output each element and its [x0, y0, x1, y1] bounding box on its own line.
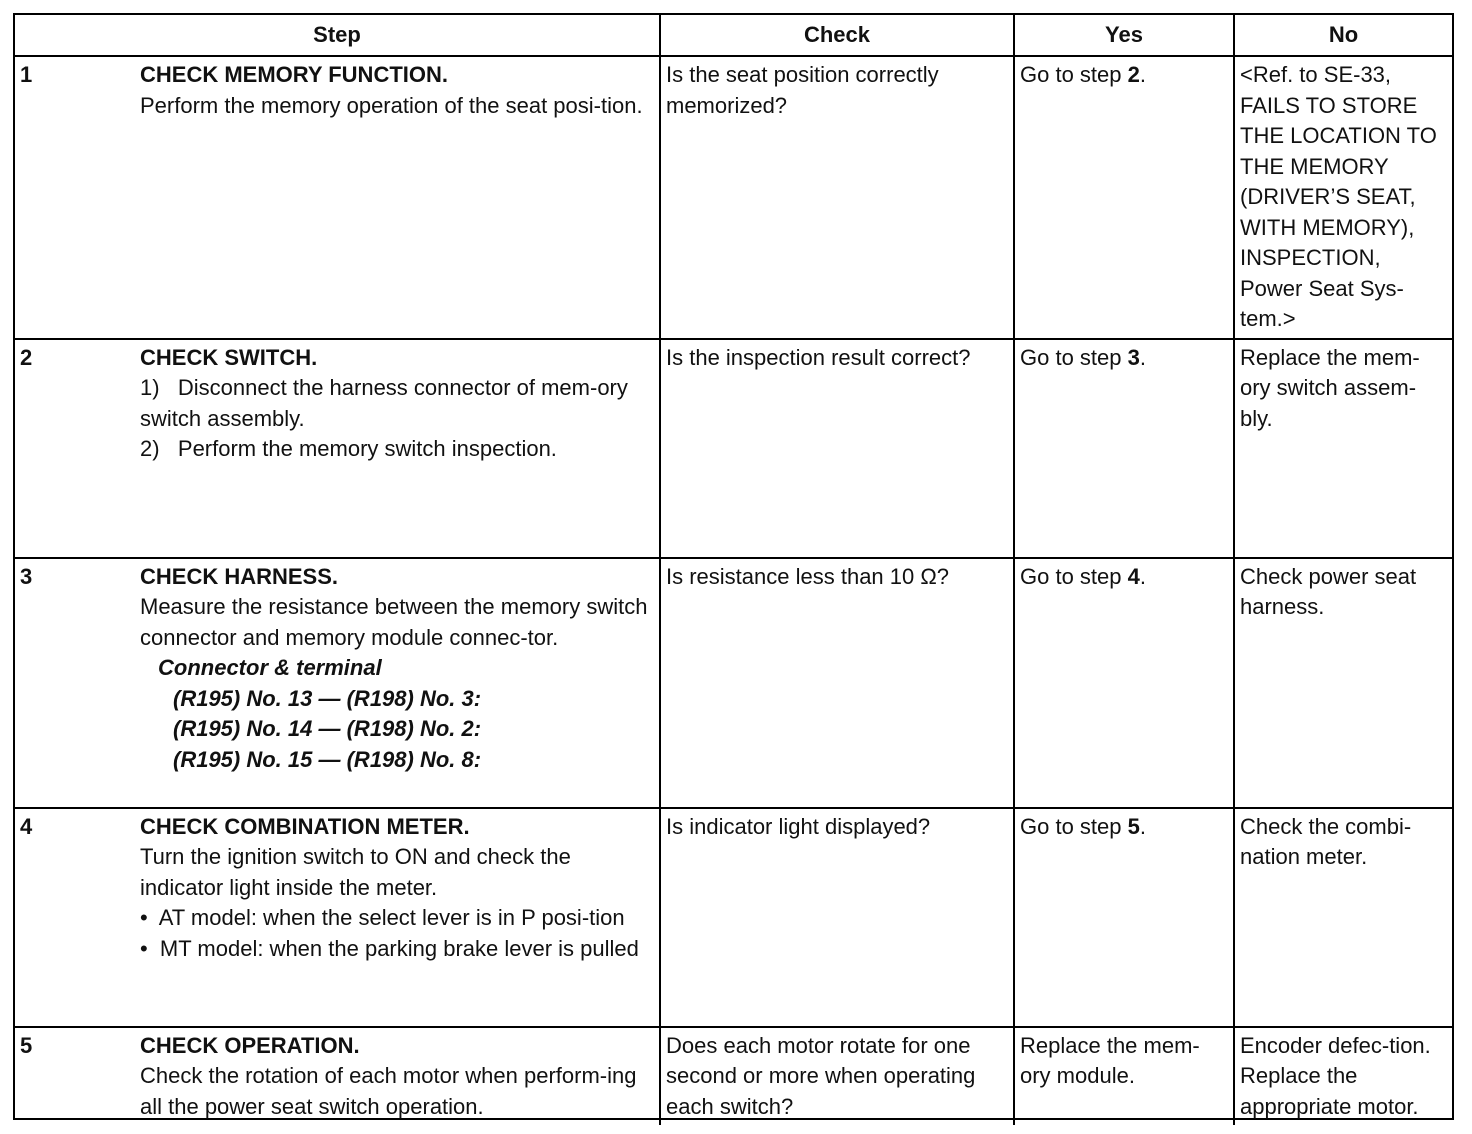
table-row	[15, 808, 1452, 1027]
yes-step-number: 5	[1127, 813, 1140, 839]
no-cell: <Ref. to SE-33, FAILS TO STORE THE LOCATION TO THE MEMORY (DRIVER’S SEAT, WITH MEMORY), INSPECTION, Power Seat Sys-tem.>	[1234, 56, 1452, 339]
step-cell	[15, 808, 660, 1027]
table-row	[15, 56, 1452, 339]
yes-suffix: .	[1139, 344, 1146, 370]
header-check: Check	[660, 15, 1014, 56]
yes-step-number: 4	[1127, 563, 1140, 589]
check-cell: Is the inspection result correct?	[660, 339, 1014, 558]
yes-cell	[1014, 808, 1234, 1027]
yes-cell	[1014, 558, 1234, 808]
check-cell: Is indicator light displayed?	[660, 808, 1014, 1027]
no-cell: Replace the mem-ory switch assem-bly.	[1234, 339, 1452, 558]
table-header-row	[15, 15, 1452, 56]
yes-cell	[1014, 339, 1234, 558]
check-cell: Is the seat position correctly memorized?	[660, 56, 1014, 339]
table-row	[15, 558, 1452, 808]
step-number: 5	[20, 1032, 33, 1058]
terminal-line: (R195) No. 15 — (R198) No. 8:	[173, 746, 482, 772]
yes-suffix: .	[1139, 62, 1146, 87]
yes-step-number: 3	[1127, 344, 1140, 370]
check-cell: Is resistance less than 10 Ω?	[660, 558, 1014, 808]
header-step: Step	[15, 15, 660, 56]
step-title: CHECK SWITCH.	[140, 344, 318, 370]
no-cell: Check the combi-nation meter.	[1234, 808, 1452, 1027]
header-no: No	[1234, 15, 1452, 56]
table-row	[15, 1027, 1452, 1126]
table-row	[15, 339, 1452, 558]
step-cell	[15, 339, 660, 558]
step-title: CHECK OPERATION.	[140, 1032, 360, 1058]
step-text: Perform the memory operation of the seat posi-tion.	[140, 92, 643, 118]
terminal-line: (R195) No. 13 — (R198) No. 3:	[173, 685, 482, 711]
step-cell	[15, 558, 660, 808]
step-title: CHECK COMBINATION METER.	[140, 813, 470, 839]
yes-cell	[1014, 56, 1234, 339]
step-title: CHECK HARNESS.	[140, 563, 339, 589]
yes-text: Go to step	[1020, 813, 1128, 839]
yes-text: Go to step	[1020, 344, 1128, 370]
yes-step-number: 2	[1127, 62, 1140, 87]
bullet-item: • AT model: when the select lever is in P posi-tion	[140, 905, 625, 930]
yes-text: Go to step	[1020, 563, 1128, 589]
step-cell	[15, 56, 660, 339]
connector-label: Connector & terminal	[158, 655, 382, 680]
yes-suffix: .	[1139, 813, 1146, 839]
terminal-line: (R195) No. 14 — (R198) No. 2:	[173, 716, 482, 741]
yes-cell: Replace the mem-ory module.	[1014, 1027, 1234, 1126]
check-cell: Does each motor rotate for one second or more when operating each switch?	[660, 1027, 1014, 1126]
step-text: Turn the ignition switch to ON and check the indicator light inside the meter.	[140, 844, 571, 900]
diagnostic-table	[13, 13, 1454, 1120]
step-item: 2) Perform the memory switch inspection.	[140, 436, 557, 461]
step-text: Check the rotation of each motor when perform-ing all the power seat switch operation.	[140, 1063, 637, 1119]
yes-text: Go to step	[1020, 62, 1128, 87]
header-yes: Yes	[1014, 15, 1234, 56]
bullet-item: • MT model: when the parking brake lever is pulled	[140, 935, 639, 961]
no-cell: Encoder defec-tion. Replace the appropriate motor.	[1234, 1027, 1452, 1126]
step-title: CHECK MEMORY FUNCTION.	[140, 62, 448, 87]
step-text: Measure the resistance between the memory switch connector and memory module connec-tor.	[140, 594, 648, 650]
step-item: 1) Disconnect the harness connector of mem-ory switch assembly.	[140, 375, 635, 431]
yes-suffix: .	[1139, 563, 1146, 589]
step-number: 2	[20, 344, 33, 370]
no-cell: Check power seat harness.	[1234, 558, 1452, 808]
step-number: 1	[20, 62, 33, 87]
step-number: 4	[20, 813, 33, 839]
step-number: 3	[20, 563, 33, 589]
step-cell	[15, 1027, 660, 1126]
